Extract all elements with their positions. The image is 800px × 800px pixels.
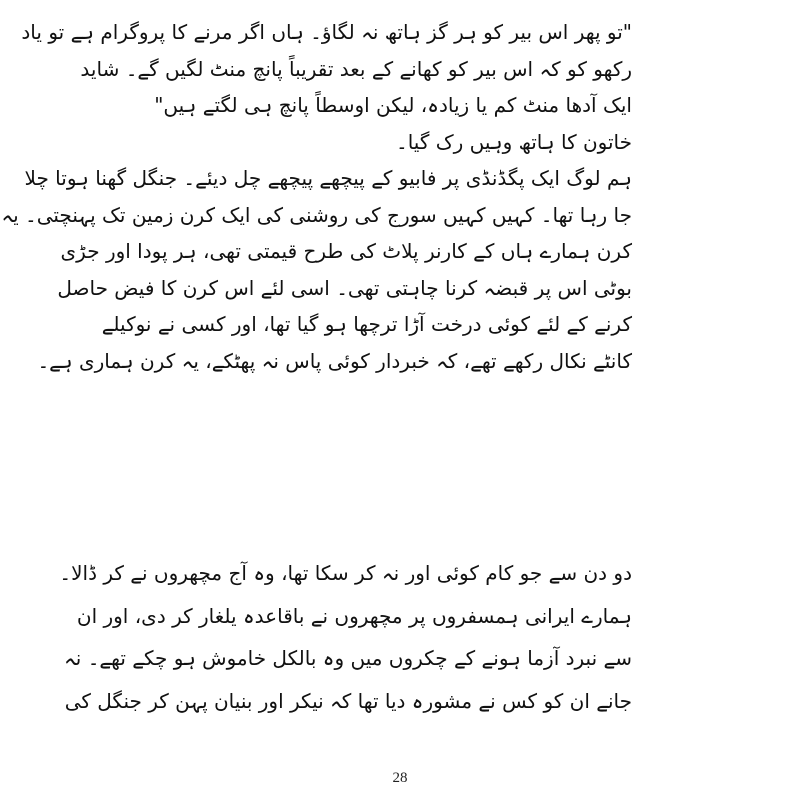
text-line: سے نبرد آزما ہونے کے چکروں میں وہ بالکل خاموش ہو چکے تھے۔ نہ: [64, 646, 632, 670]
text-line: کرن ہمارے ہاں کے کارنر پلاٹ کی طرح قیمتی تھی، ہر پودا اور جڑی: [60, 239, 632, 263]
text-line: "تو پھر اس بیر کو ہر گز ہاتھ نہ لگاؤ۔ ہاں اگر مرنے کا پروگرام ہے تو یاد: [21, 20, 632, 44]
paragraph-block-2: [59, 552, 632, 722]
text-line: خاتون کا ہاتھ وہیں رک گیا۔: [395, 129, 632, 154]
text-line: ایک آدھا منٹ کم یا زیادہ، لیکن اوسطاً پانچ ہی لگتے ہیں": [154, 93, 632, 117]
paragraph-block-1: [1, 14, 632, 379]
text-line: جا رہا تھا۔ کہیں کہیں سورج کی روشنی کی ایک کرن زمین تک پہنچتی۔ یہ: [1, 202, 632, 227]
page-number: 28: [392, 770, 408, 786]
text-line: جانے ان کو کس نے مشورہ دیا تھا کہ نیکر اور بنیان پہن کر جنگل کی: [64, 688, 632, 713]
text-line: کانٹے نکال رکھے تھے، کہ خبردار کوئی پاس نہ پھٹکے، یہ کرن ہماری ہے۔: [37, 348, 632, 373]
text-line: بوٹی اس پر قبضہ کرنا چاہتی تھی۔ اسی لئے اس کرن کا فیض حاصل: [57, 275, 632, 300]
text-line: ہم لوگ ایک پگڈنڈی پر فابیو کے پیچھے پیچھے چل دیئے۔ جنگل گھنا ہوتا چلا: [24, 166, 632, 190]
text-line: رکھو کو کہ اس بیر کو کھانے کے بعد تقریباً پانچ منٹ لگیں گے۔ شاید: [80, 56, 632, 81]
text-line: دو دن سے جو کام کوئی اور نہ کر سکا تھا، وہ آج مچھروں نے کر ڈالا۔: [59, 561, 632, 585]
text-line: کرنے کے لئے کوئی درخت آڑا ترچھا ہو گیا تھا، اور کسی نے نوکیلے: [101, 312, 632, 336]
text-line: ہمارے ایرانی ہمسفروں پر مچھروں نے باقاعدہ یلغار کر دی، اور ان: [76, 603, 632, 628]
